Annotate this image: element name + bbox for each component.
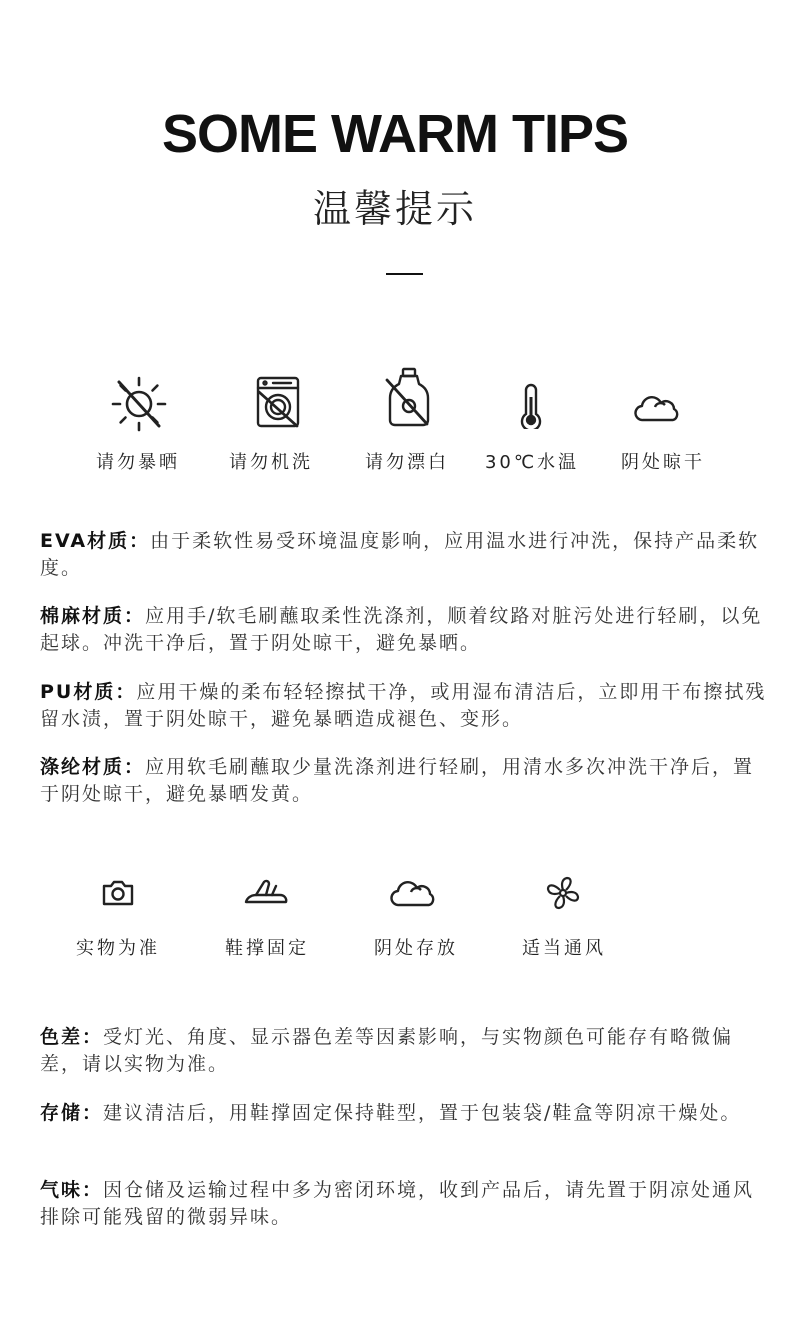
fan-icon <box>545 875 581 911</box>
no-machine-wash-icon <box>253 374 303 432</box>
info-label-ventilation: 适当通风 <box>522 938 606 959</box>
info-label-actual-product: 实物为准 <box>76 938 160 959</box>
care-paragraph-eva <box>40 528 770 582</box>
title-divider <box>386 273 423 275</box>
care-paragraph-lead: PU材质： <box>40 681 137 703</box>
care-label-no-bleach: 请勿漂白 <box>365 452 449 473</box>
thermometer-icon <box>518 383 544 429</box>
care-paragraph-text: 应用干燥的柔布轻轻擦拭干净，或用湿布清洁后，立即用干布擦拭残留水渍，置于阴处晾干，避免暴晒造成褪色、变形。 <box>40 681 767 730</box>
care-paragraph-pu <box>40 679 770 733</box>
care-paragraph-polyester <box>40 754 770 808</box>
care-paragraph-lead: EVA材质： <box>40 530 151 552</box>
camera-icon <box>101 878 135 908</box>
info-label-shoe-tree: 鞋撑固定 <box>225 938 309 959</box>
care-paragraph-lead: 涤纶材质： <box>40 756 146 778</box>
cloud-icon <box>389 877 435 909</box>
care-label-water-temp: 30℃水温 <box>484 452 580 473</box>
care-label-no-sun: 请勿暴晒 <box>96 452 180 473</box>
care-paragraph-text: 应用软毛刷蘸取少量洗涤剂进行轻刷，用清水多次冲洗干净后，置于阴处晾干，避免暴晒发黄。 <box>40 756 755 805</box>
info-paragraph-text: 受灯光、角度、显示器色差等因素影响，与实物颜色可能存有略微偏差，请以实物为准。 <box>40 1026 734 1075</box>
info-paragraph-text: 建议清洁后，用鞋撑固定保持鞋型，置于包装袋/鞋盒等阴凉干燥处。 <box>103 1102 742 1124</box>
no-bleach-icon <box>383 366 435 428</box>
info-paragraph-text: 因仓储及运输过程中多为密闭环境，收到产品后，请先置于阴凉处通风排除可能残留的微弱异味。 <box>40 1179 755 1228</box>
title-en: SOME WARM TIPS <box>161 104 628 164</box>
info-paragraph-color-difference <box>40 1024 770 1078</box>
info-paragraph-lead: 气味： <box>40 1179 104 1201</box>
no-sun-icon <box>107 372 171 436</box>
care-paragraph-cotton-linen <box>40 603 770 657</box>
care-label-no-machine-wash: 请勿机洗 <box>229 452 313 473</box>
care-paragraph-text: 由于柔软性易受环境温度影响，应用温水进行冲洗，保持产品柔软度。 <box>40 530 760 579</box>
care-label-shade-dry: 阴处晾干 <box>621 452 705 473</box>
shoe-tree-icon <box>242 876 290 908</box>
title-cn: 温馨提示 <box>312 187 477 231</box>
info-paragraph-lead: 色差： <box>40 1026 104 1048</box>
care-paragraph-text: 应用手/软毛刷蘸取柔性洗涤剂，顺着纹路对脏污处进行轻刷，以免起球。冲洗干净后，置于阴处晾干，避免暴晒。 <box>40 605 763 654</box>
care-paragraph-lead: 棉麻材质： <box>40 605 146 627</box>
info-paragraph-lead: 存储： <box>40 1102 104 1124</box>
info-label-shade-storage: 阴处存放 <box>374 938 458 959</box>
cloud-icon <box>633 392 679 424</box>
info-paragraph-storage <box>40 1100 770 1127</box>
info-paragraph-odor <box>40 1177 770 1231</box>
